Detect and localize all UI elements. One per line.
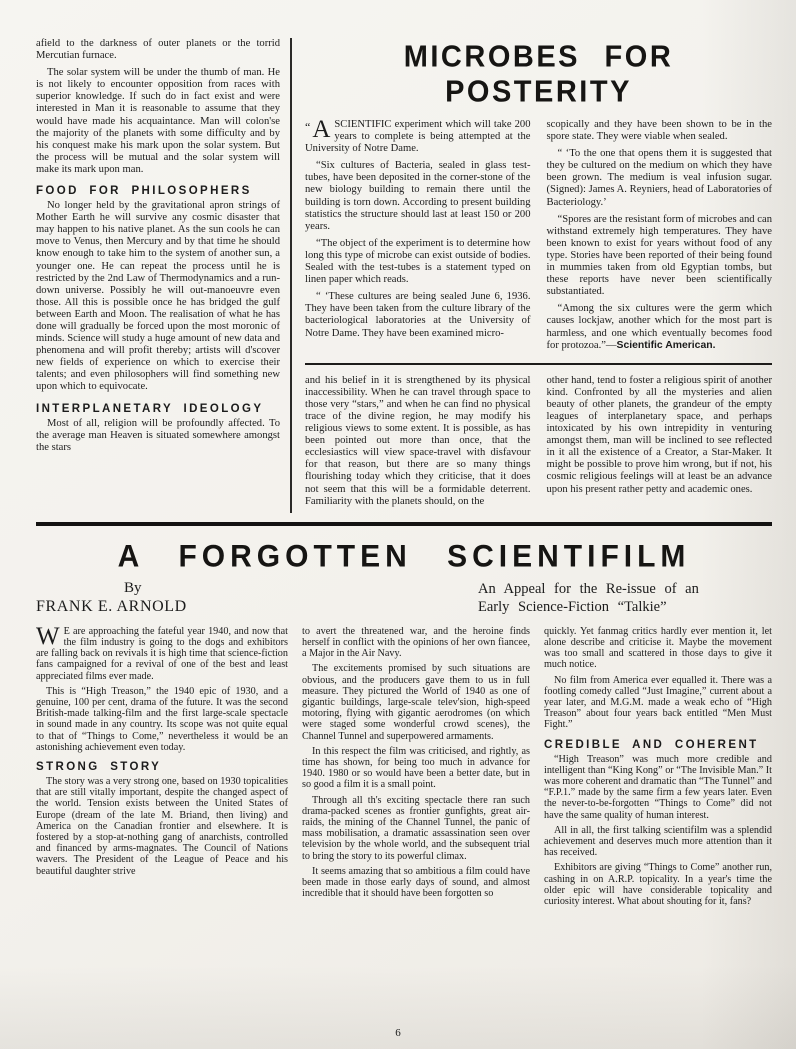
scientifilm-column-3: [544, 626, 772, 911]
body-paragraph: Through all th's exciting spectacle there ran such drama-packed scenes as frontier gunfights, great air-raids, the mining of the Channel Tunnel, the panic of mass mobilisation, a dramatic assassination seen over television by the whole world, and the subsequent trial to bring the story to its powerful climax.: [302, 794, 530, 862]
drop-cap-letter: W: [36, 622, 60, 650]
body-paragraph: quickly. Yet fanmag critics hardly ever mention it, let alone describe and criticise it. Maybe the movement was too small and scattered in those days to give it much notice.: [544, 625, 772, 671]
lead-paragraph-text: SCIENTIFIC experiment which will take 200 years to complete is being attempted at the University of Notre Dame.: [305, 119, 531, 155]
lead-paragraph: [305, 116, 531, 155]
subtitle-line: Early Science-Fiction “Talkie”: [478, 599, 667, 616]
top-section: [36, 38, 772, 513]
section-heading-strong-story: STRONG STORY: [36, 760, 162, 773]
body-paragraph: “ ‘These cultures are being sealed June 6, 1936. They have been taken from the culture library of the bacteriological laboratories at the University of Notre Dame. They have been examined micro-: [305, 291, 531, 339]
byline: [36, 580, 290, 617]
body-paragraph: Most of all, religion will be profoundly affected. To the average man Heaven is situated somewhere amongst the stars: [36, 417, 280, 453]
body-paragraph: other hand, tend to foster a religious spirit of another kind. Confronted by all the mysteries and alien beauty of other planets, the grandeur of the empty leagues of interplanetary space, and perhaps intoxicated by his own intrepidity in venturing amongst them, man will be inclined to see reflected in it all the existence of a Creator, a Star-Maker. It might be possible to prove him wrong, but if not, his cosmic religious feelings will at least be an advance upon his present rather petty and academic ones.: [546, 374, 772, 495]
continuation-column-1: [305, 375, 531, 513]
body-paragraph: The excitements promised by such situations are obvious, and the producers gave them to us in full measure. They pictured the World of 1940 as one of gigantic buildings, large-scale telev'sion, high-speed motoring, flying with gigantic aerodromes (on which were staged some wonderful crowd scenes), the Channel Tunnel and superpowered armaments.: [302, 663, 530, 742]
author-name: FRANK E. ARNOLD: [36, 597, 187, 615]
lead-paragraph: [36, 622, 288, 682]
section-heading-food-for-philosophers: FOOD FOR PHILOSOPHERS: [36, 185, 252, 198]
final-paragraph-text: “Among the six cultures were the germ which causes lockjaw, another which for the most part is harmless, and one which eventually becomes food for protozoa.”—: [546, 303, 772, 351]
lead-paragraph-text: E are approaching the fateful year 1940, and now that the film industry is going to the dogs and exhibitors are falling back on revivals it is high time that science-fiction fans campaigned for a revival of one of the best and least appreciated films ever made.: [36, 625, 288, 682]
body-paragraph: “The object of the experiment is to determine how long this type of microbe can exist outside of bodies. Sealed with the test-tubes is a statement typed on linen paper which reads.: [305, 237, 531, 286]
subtitle-line: An Appeal for the Re-issue of an: [478, 580, 699, 597]
body-paragraph: It seems amazing that so ambitious a film could have been made in those early days of sound, and almost incredible that it should have been forgotten so: [302, 865, 530, 900]
article-separator-rule: [305, 363, 772, 365]
continuation-column-2: [547, 375, 773, 513]
drop-cap-block: [36, 622, 64, 650]
scientifilm-column-2: [302, 626, 530, 911]
body-paragraph: and his belief in it is strengthened by its physical inaccessibility. When he can travel through space to those very “stars,” and when he can find no physical trace of the divine region, he may modify his religious views to some extent. It is possible, as has been pointed out more than once, that the ecclesiastics will view space-travel with disfavour for that reason, but there are so many things flourishing today which they criticise, that it does not seem that this will be a formidable deterrent. Familiarity with the planets should, on the: [305, 374, 531, 507]
scientifilm-columns: [36, 622, 773, 911]
microbes-article-area: [292, 38, 772, 513]
body-paragraph: “Spores are the resistant form of microbes and can withstand extremely high temperatures. They have been known to exist for years without food of any type. Stories have been reported of their being found in mummies taken from old Egyptian tombs, but these reports have never been scientifically substantiated.: [546, 213, 772, 298]
section-heading-interplanetary-ideology: INTERPLANETARY IDEOLOGY: [36, 402, 264, 415]
microbes-column-2: [547, 119, 773, 357]
scientifilm-column-1: [36, 622, 288, 911]
article-title-scientifilm: A FORGOTTEN SCIENTIFILM: [117, 538, 691, 574]
ideology-continuation-columns: [305, 375, 772, 513]
body-paragraph: “ ‘To the one that opens them it is suggested that they be cultured on the medium on which they have been grown. The medium is veal infusion sugar. (Signed): James A. Reyniers, head of Laboratories of Bacteriology.’: [546, 148, 772, 208]
source-attribution: Scientific American.: [616, 339, 716, 351]
section-heading-credible-and-coherent: CREDIBLE AND COHERENT: [544, 738, 759, 751]
article-subtitle: [478, 580, 770, 617]
left-article-column: [36, 38, 290, 513]
byline-label: By: [124, 579, 142, 596]
body-paragraph: This is “High Treason,” the 1940 epic of 1930, and a genuine, 100 per cent, drama of the future. It was the second British-made talking-film and the first large-scale spectacle in sound made in any country. Its scope was not quite equal to that of “Things to Come,” nevertheless it would be an astonishing achievement even today.: [36, 685, 288, 753]
body-paragraph: “High Treason” was much more credible and intelligent than “King Kong” or “The Invisible Man.” It was more coherent and dramatic than “The Tunnel” and “F.P.1.” made by the same firm a few years later. Even the never-to-be-forgotten “Things to Come” did not have the same quality of human interest.: [544, 753, 773, 821]
body-paragraph: No film from America ever equalled it. There was a footling comedy called “Just Imagine,” current about a year later, and M.G.M. made a weak echo of “High Treason” about four years back entitled “Men Must Fight.”: [544, 674, 772, 731]
article-header-meta: [36, 580, 772, 617]
heavy-separator-rule: [36, 522, 772, 526]
body-paragraph: [547, 303, 773, 351]
body-paragraph: The solar system will be under the thumb of man. He is not likely to encounter opposition from races with superior knowledge. If such do in fact exist and were interested in Man it is reasonable to assume that they would have made his acquaintance. Man will colon'se the majority of the planets with some difficulty and by his conquest make his mark upon the solar system. But the process will be mutual and the solar system will make its mark upon man.: [36, 67, 280, 175]
opening-quote-mark: “: [305, 120, 311, 134]
body-paragraph: “Six cultures of Bacteria, sealed in glass test-tubes, have been deposited in the corner-stone of the new biology building to remain there until the building is torn down. According to present building statistics the structure should last at least 150 or 200 years.: [305, 160, 531, 232]
body-paragraph: In this respect the film was criticised, and rightly, as time has shown, for being too much in advance for 1940. 1980 or so would have been a better date, but in so good a film it is a small point.: [302, 745, 530, 791]
page-number: 6: [395, 1027, 401, 1039]
body-paragraph: The story was a very strong one, based on 1930 topicalities that are still vitally important, despite the changed aspect of the world. Tension exists between the United States of Europe (dream of the late M. Briand, then living) and America on the Canadian frontier and elsewhere. It is fostered by a stop-at-nothing gang of anarchists, controlled and financed by arms-magnates. The Council of Nations wavers. The President of the League of Peace and his beautiful daughter strive: [36, 775, 288, 877]
body-paragraph: Exhibitors are giving “Things to Come” another run, cashing in on A.R.P. topicality. In a year's time the older epic will have considerable topicality and curiosity interest. What about shouting for it, fans?: [544, 862, 772, 907]
body-paragraph: scopically and they have been shown to be in the spore state. They were viable when sealed.: [546, 119, 772, 143]
body-paragraph: to avert the threatened war, and the heroine finds herself in conflict with the opinions of her own fiancee, a Major in the Air Navy.: [302, 625, 530, 660]
body-paragraph: All in all, the first talking scientifilm was a splendid achievement and deserves much more attention than it has received.: [544, 824, 772, 859]
drop-cap-block: [305, 116, 334, 143]
drop-cap-letter: A: [312, 116, 331, 143]
body-paragraph: afield to the darkness of outer planets or the torrid Mercutian furnace.: [36, 38, 280, 62]
microbes-column-1: [305, 116, 531, 357]
body-paragraph: No longer held by the gravitational apron strings of Mother Earth he will survive any cosmic disaster that may happen to his native planet. As the sun cools he can move to Venus, then Mercury and by that time he should know enough to take him to the system of another sun, a younger one. He can repeat the process until he is restricted by the 2nd Law of Thermodynamics and a run-down universe. Possibly he will out-manoeuvre even those. All this is possible once he has bridged the gulf between Earth and Moon. The realisation of what he has done will gradually be forced upon the most moronic of minds. Science will study a huge amount of new data and phenomena and will profit thereby; artists will d'scover new fields of experience on which to exercise their talents; and even philosophers will find something new upon which to equivocate.: [36, 200, 280, 393]
scientifilm-article: [36, 539, 772, 911]
article-title-microbes: MICROBES FOR POSTERITY: [403, 40, 674, 109]
microbes-columns: [305, 116, 772, 357]
